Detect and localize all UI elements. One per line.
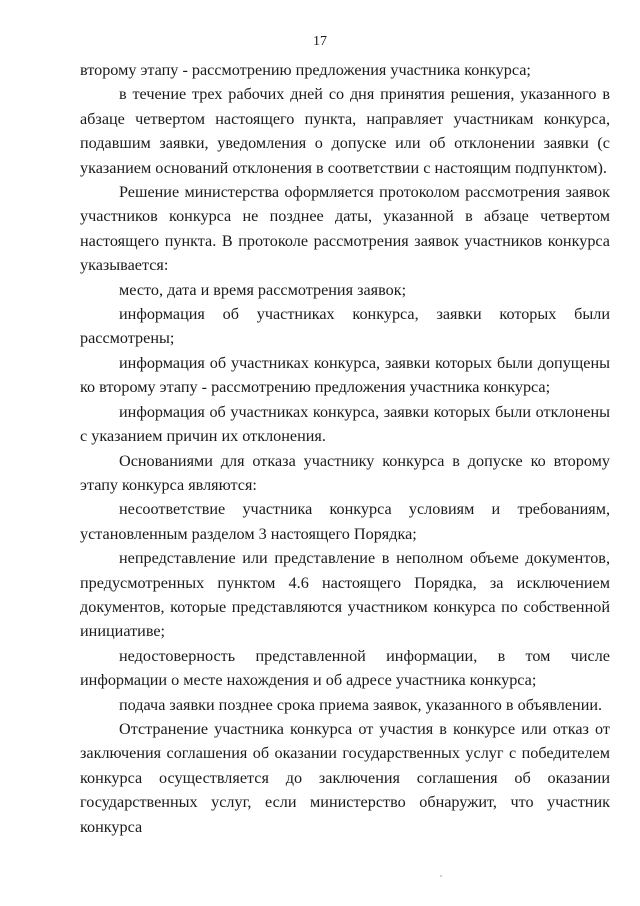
paragraph-ministry-decision: Решение министерства оформляется протоколом рассмотрения заявок участников конкурса не позднее даты, указанной в абзаце четвертом настоящего пункта. В протоколе рассмотрения заявок участников конкурса указывается: <box>80 183 610 275</box>
scan-speck <box>440 875 442 877</box>
list-item-rejected-participants: информация об участниках конкурса, заявки которых были отклонены с указанием причин их отклонения. <box>80 402 610 446</box>
paragraph-continuation: второму этапу - рассмотрению предложения участника конкурса; <box>80 61 531 79</box>
list-item-reviewed-participants: информация об участниках конкурса, заявки которых были рассмотрены; <box>80 305 610 348</box>
document-body <box>80 58 610 839</box>
list-item-place-date-time: место, дата и время рассмотрения заявок; <box>119 280 407 299</box>
page-number: 17 <box>313 34 327 49</box>
paragraph-notification-duty: в течение трех рабочих дней со дня принятия решения, указанного в абзаце четвертом настоящего пункта, направляет участникам конкурса, подавшим заявки, уведомления о допуске или об отклонении заявки (с указанием оснований отклонения в соответствии с настоящим подпунктом). <box>80 85 610 177</box>
ground-item-missing-documents: непредставление или представление в неполном объеме документов, предусмотренных пунктом 4.6 настоящего Порядка, за исключением документов, которые представляются участником конкурса по собственной инициативе; <box>80 549 610 641</box>
ground-item-nonconformity: несоответствие участника конкурса условиям и требованиям, установленным разделом 3 настоящего Порядка; <box>80 500 610 543</box>
ground-item-false-information: недостоверность представленной информации, в том числе информации о месте нахождения и об адресе участника конкурса; <box>80 646 610 690</box>
ground-item-late-submission: подача заявки позднее срока приема заявок, указанного в объявлении. <box>119 695 603 714</box>
paragraph-refusal-grounds: Основаниями для отказа участнику конкурса в допуске ко второму этапу конкурса являются: <box>80 451 610 494</box>
paragraph-removal-of-participant: Отстранение участника конкурса от участия в конкурсе или отказ от заключения соглашения об оказании государственных услуг с победителем конкурса осуществляется до заключения соглашения об оказании государственных услуг, если министерство обнаружит, что участник конкурса <box>80 719 610 836</box>
list-item-admitted-participants: информация об участниках конкурса, заявки которых были допущены ко второму этапу - рассмотрению предложения участника конкурса; <box>80 353 610 397</box>
